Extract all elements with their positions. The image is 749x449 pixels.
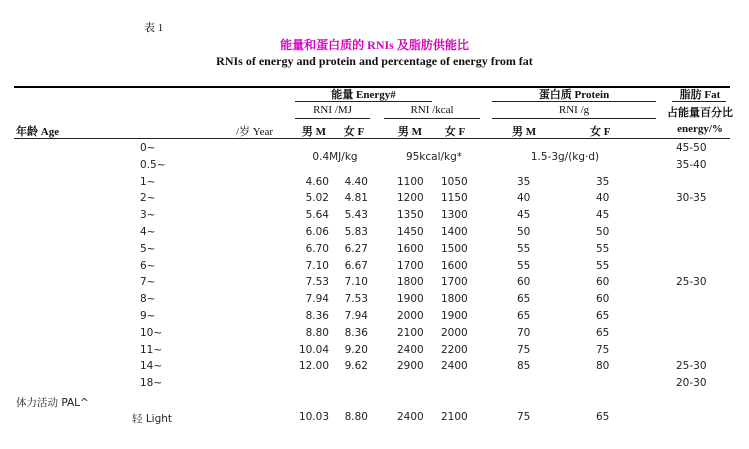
protein-male-cell: 60 xyxy=(517,276,531,289)
table-label: 表 1 xyxy=(144,22,164,34)
pal-light-label: 轻 Light xyxy=(132,413,173,425)
energy-kcal-male-cell: 1800 xyxy=(397,276,424,289)
pal-mj-female: 8.80 xyxy=(344,411,368,423)
energy-kcal-male-cell: 2000 xyxy=(397,310,424,322)
protein-female-cell: 60 xyxy=(596,293,610,306)
rni-mj-header: RNI /MJ xyxy=(313,104,352,116)
energy-mj-male-cell: 7.53 xyxy=(305,276,329,289)
age-cell: 10~ xyxy=(140,326,163,339)
energy-mj-female-cell: 4.40 xyxy=(344,175,368,188)
fat-percent-cell: 20-30 xyxy=(676,377,707,390)
year-header: /岁 Year xyxy=(236,126,274,138)
title-english: RNIs of energy and protein and percentage of energy from fat xyxy=(216,54,533,68)
energy-mj-male-cell: 5.64 xyxy=(305,209,329,222)
protein-female-cell: 45 xyxy=(596,209,610,222)
pal-protein-male: 75 xyxy=(517,411,531,423)
energy-mj-female-cell: 5.43 xyxy=(344,209,368,222)
age-cell: 18~ xyxy=(140,377,163,390)
energy-mj-female-cell: 6.27 xyxy=(344,242,368,255)
fat-percent-cell: 30-35 xyxy=(676,192,707,205)
pal-kcal-female: 2100 xyxy=(441,411,468,423)
energy-mj-male-cell: 5.02 xyxy=(305,192,329,205)
protein-female-cell: 75 xyxy=(596,343,610,356)
energy-mj-female-cell: 7.53 xyxy=(344,293,368,306)
energy-kcal-male-cell: 2400 xyxy=(397,343,424,356)
infant-energy-kcal: 95kcal/kg* xyxy=(405,151,463,163)
energy-kcal-male-cell: 1350 xyxy=(397,209,424,222)
energy-mj-male-cell: 10.04 xyxy=(298,343,329,356)
energy-kcal-female-cell: 1600 xyxy=(441,259,468,272)
protein-male-cell: 45 xyxy=(517,209,531,222)
energy-mj-male-cell: 8.36 xyxy=(305,310,329,322)
energy-mj-male-cell: 6.70 xyxy=(305,242,329,255)
energy-kcal-female-cell: 2000 xyxy=(441,326,468,339)
protein-sub-rule xyxy=(492,118,656,119)
mj-female-header: 女 F xyxy=(343,126,365,138)
energy-kcal-male-cell: 2100 xyxy=(397,326,424,339)
energy-mj-female-cell: 7.10 xyxy=(344,276,368,289)
protein-male-cell: 55 xyxy=(517,259,531,272)
energy-kcal-female-cell: 2400 xyxy=(441,360,468,373)
protein-male-cell: 70 xyxy=(517,326,531,339)
energy-mj-male-cell: 8.80 xyxy=(305,326,329,339)
protein-female-cell: 35 xyxy=(596,175,610,188)
protein-male-header: 男 M xyxy=(512,126,537,138)
energy-group-header: 能量 Energy# xyxy=(331,89,396,101)
protein-female-cell: 50 xyxy=(596,226,610,238)
protein-male-cell: 75 xyxy=(517,343,531,356)
age-cell: 0~ xyxy=(140,142,156,154)
energy-mj-female-cell: 4.81 xyxy=(344,192,368,205)
fat-percent-cell: 25-30 xyxy=(676,276,707,289)
energy-kcal-male-cell: 1600 xyxy=(397,242,424,255)
energy-mj-male-cell: 7.94 xyxy=(305,293,329,306)
protein-female-cell: 55 xyxy=(596,242,610,255)
energy-mj-male-cell: 12.00 xyxy=(298,360,329,373)
age-cell: 5~ xyxy=(140,242,156,255)
energy-kcal-female-cell: 1400 xyxy=(441,226,468,238)
energy-kcal-male-cell: 1700 xyxy=(397,259,424,272)
energy-mj-male-cell: 6.06 xyxy=(305,226,329,238)
protein-male-cell: 40 xyxy=(517,192,531,205)
energy-mj-female-cell: 7.94 xyxy=(344,310,368,322)
protein-male-cell: 55 xyxy=(517,242,531,255)
protein-male-cell: 50 xyxy=(517,226,531,238)
mj-male-header: 男 M xyxy=(301,126,327,138)
energy-kcal-female-cell: 1500 xyxy=(441,242,468,255)
protein-female-cell: 65 xyxy=(596,310,610,322)
age-cell: 6~ xyxy=(140,259,156,272)
kcal-male-header: 男 M xyxy=(397,126,423,138)
rni-g-header: RNI /g xyxy=(558,104,590,116)
age-cell: 3~ xyxy=(140,209,156,222)
protein-male-cell: 35 xyxy=(517,175,531,188)
energy-mj-female-cell: 8.36 xyxy=(344,326,368,339)
rni-kcal-header: RNI /kcal xyxy=(410,104,454,116)
pal-label: 体力活动 PAL^ xyxy=(16,397,89,409)
pal-mj-male: 10.03 xyxy=(298,411,329,423)
energy-kcal-female-cell: 1800 xyxy=(441,293,468,306)
protein-male-cell: 65 xyxy=(517,310,531,322)
infant-protein: 1.5-3g/(kg·d) xyxy=(530,151,600,163)
protein-female-header: 女 F xyxy=(590,126,611,138)
protein-female-cell: 80 xyxy=(596,360,610,373)
protein-female-cell: 60 xyxy=(596,276,610,289)
protein-female-cell: 65 xyxy=(596,326,610,339)
mj-sub-rule xyxy=(295,118,370,119)
energy-mj-female-cell: 9.62 xyxy=(344,360,368,373)
age-cell: 2~ xyxy=(140,192,156,205)
energy-kcal-female-cell: 1300 xyxy=(441,209,468,222)
energy-kcal-female-cell: 1050 xyxy=(441,175,468,188)
fat-percent-header: 占能量百分比 xyxy=(667,107,733,119)
energy-kcal-female-cell: 1700 xyxy=(441,276,468,289)
protein-male-cell: 65 xyxy=(517,293,531,306)
fat-unit-header: energy/% xyxy=(677,123,723,135)
energy-mj-male-cell: 4.60 xyxy=(305,175,329,188)
age-cell: 14~ xyxy=(140,360,163,373)
energy-kcal-female-cell: 2200 xyxy=(441,343,468,356)
age-cell: 0.5~ xyxy=(140,158,166,171)
age-cell: 11~ xyxy=(140,343,163,356)
protein-male-cell: 85 xyxy=(517,360,531,373)
energy-mj-female-cell: 5.83 xyxy=(344,226,368,238)
energy-kcal-male-cell: 1450 xyxy=(397,226,424,238)
fat-percent-cell: 35-40 xyxy=(676,158,707,171)
infant-energy-mj: 0.4MJ/kg xyxy=(312,151,358,163)
protein-female-cell: 55 xyxy=(596,259,610,272)
age-cell: 7~ xyxy=(140,276,156,289)
fat-percent-cell: 45-50 xyxy=(676,142,707,154)
age-cell: 8~ xyxy=(140,293,156,306)
energy-kcal-female-cell: 1150 xyxy=(441,192,468,205)
energy-mj-female-cell: 9.20 xyxy=(344,343,368,356)
age-cell: 1~ xyxy=(140,175,156,188)
age-header: 年龄 Age xyxy=(16,126,60,138)
protein-female-cell: 40 xyxy=(596,192,610,205)
energy-kcal-male-cell: 2900 xyxy=(397,360,424,373)
energy-kcal-male-cell: 1200 xyxy=(397,192,424,205)
fat-group-header: 脂肪 Fat xyxy=(679,89,721,101)
energy-kcal-male-cell: 1100 xyxy=(397,175,424,188)
pal-kcal-male: 2400 xyxy=(397,411,424,423)
energy-mj-male-cell: 7.10 xyxy=(305,259,329,272)
energy-kcal-female-cell: 1900 xyxy=(441,310,468,322)
kcal-sub-rule xyxy=(384,118,480,119)
title-chinese: 能量和蛋白质的 RNIs 及脂肪供能比 xyxy=(280,38,469,52)
pal-protein-female: 65 xyxy=(596,411,610,423)
age-cell: 9~ xyxy=(140,310,156,322)
energy-mj-female-cell: 6.67 xyxy=(344,259,368,272)
protein-group-header: 蛋白质 Protein xyxy=(538,89,610,101)
energy-kcal-male-cell: 1900 xyxy=(397,293,424,306)
kcal-female-header: 女 F xyxy=(444,126,466,138)
age-cell: 4~ xyxy=(140,226,156,238)
fat-percent-cell: 25-30 xyxy=(676,360,707,373)
